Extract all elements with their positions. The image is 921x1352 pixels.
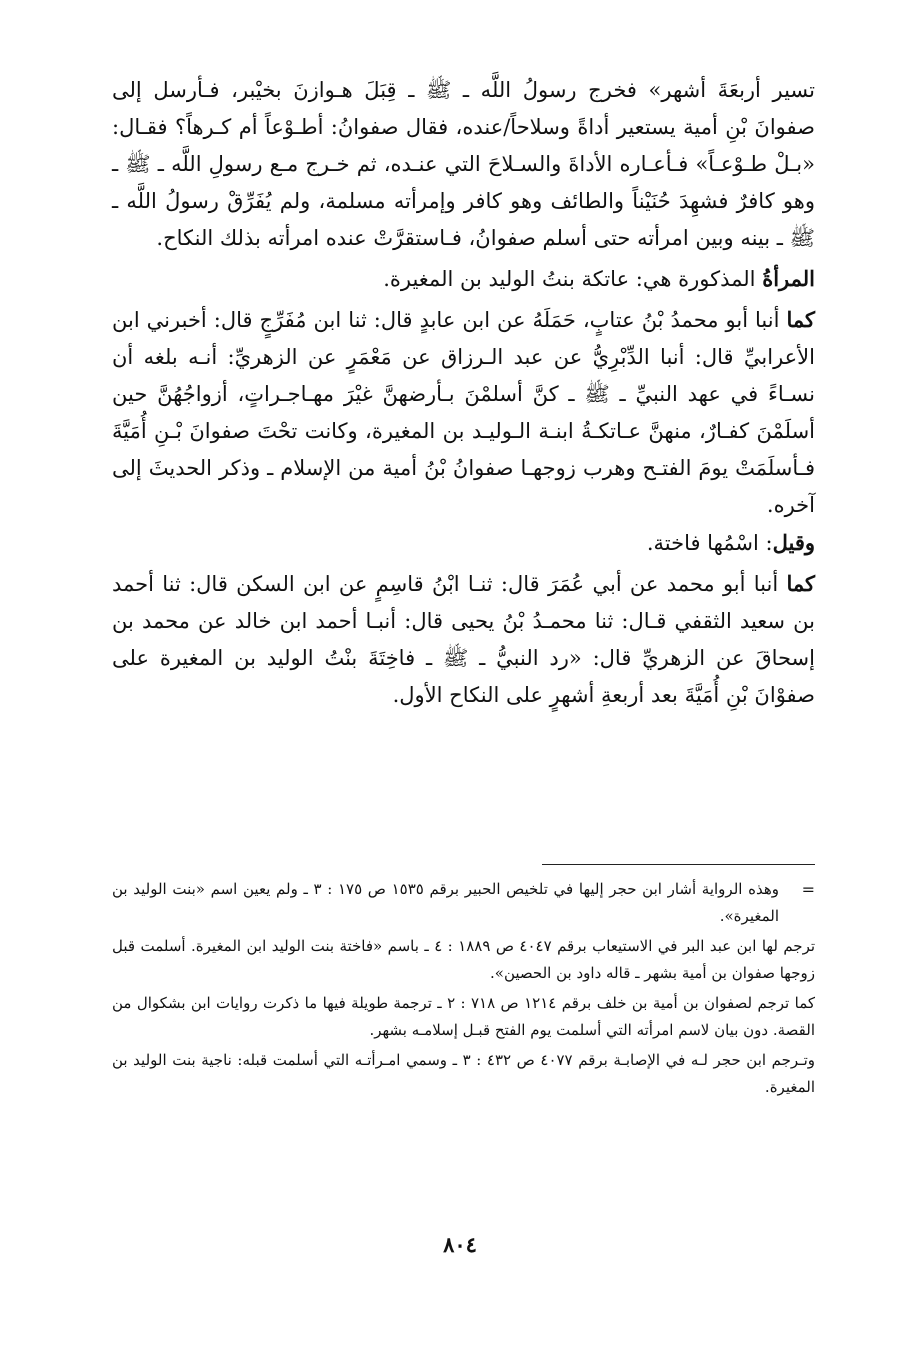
paragraph-text: أنبا أبو محمد عن أبي عُمَرَ قال: ثنـا ابْنُ قاسِمٍ عن ابن السكن قال: ثنا أحمد بن سعيد الثقفي قـال: ثنا محمـدُ بْنُ يحيى قال: أنبـا أحمد ابن خالد عن محمد بن إسحاقَ عن الزهريِّ قال: «رد النبيُّ ـ ﷺ ـ فاخِتَةَ بنْتُ الوليد بن المغيرة على صفوْانَ بْنِ أُمَيَّةَ بعد أربعةِ أشهرٍ على النكاح الأول. bbox=[112, 572, 815, 707]
paragraph-lead-word: كما bbox=[786, 571, 815, 596]
paragraph-text: : اسْمُها فاختة. bbox=[646, 531, 773, 555]
page-number: ٨٠٤ bbox=[443, 1232, 477, 1257]
paragraph-alternate-name bbox=[112, 524, 815, 562]
paragraph-atika-narration bbox=[112, 301, 815, 524]
paragraph-text: المذكورة هي: عاتكة بنتُ الوليد بن المغيرة. bbox=[383, 267, 763, 291]
paragraph-lead-word: المرأةُ bbox=[762, 266, 815, 291]
footnote-isaba: وتـرجم ابن حجر لـه في الإصابـة برقم ٤٠٧٧ ص ٤٣٢ : ٣ ـ وسمي امـرأتـه التي أسلمت قبله: ناجية بنت الوليد بن المغيرة. bbox=[112, 1051, 815, 1096]
paragraph-woman-identity bbox=[112, 260, 815, 298]
footnote-safwan-bio: كما ترجم لصفوان بن أمية بن خلف برقم ١٢١٤ ص ٧١٨ : ٢ ـ ترجمة طويلة فيها ما ذكرت روايات ابن بشكوال من القصة. دون بيان لاسم امرأته التي أسلمت يوم الفتح قبـل إسلامـه بشهر. bbox=[112, 994, 816, 1039]
continuation-marker: = bbox=[801, 880, 815, 899]
paragraph-lead-word: وقيل bbox=[772, 530, 815, 555]
footnote-divider bbox=[542, 864, 815, 865]
paragraph-fakhita-narration bbox=[112, 565, 815, 714]
footnotes bbox=[112, 876, 815, 1101]
footnote-istiab: ترجم لها ابن عبد البر في الاستيعاب برقم ٤٠٤٧ ص ١٨٨٩ : ٤ ـ باسم «فاختة بنت الوليد ابن المغيرة. أسلمت قبل زوجها صفوان بن أمية بشهر ـ قاله داود بن الحصين». bbox=[112, 937, 816, 982]
footnote-text: وهذه الرواية أشار ابن حجر إليها في تلخيص الحبير برقم ١٥٣٥ ص ١٧٥ : ٣ ـ ولم يعين اسم «بنت الوليد بن المغيرة». bbox=[112, 880, 779, 925]
paragraph-lead-word: كما bbox=[786, 307, 815, 332]
paragraph-text: أنبا أبو محمدُ بْنُ عتابٍ، حَمَلَهُ عن ابن عابدٍ قال: ثنا ابن مُفَرِّجٍ قال: أخبرني ابن الأعرابيِّ قال: أنبا الدِّبْرِيُّ عن عبد الـرزاق عن مَعْمَرٍ عن الزهريِّ: أنـه بلغه أن نسـاءً في عهد النبيِّ ـ ﷺ ـ كنَّ أسلمْنَ بـأرضهنَّ غيْرَ مهـاجـراتٍ، أزواجُهُنَّ حين أسلَمْنَ كفـارٌ، منهنَّ عـاتكـةُ ابنـة الـوليـد بن المغيرة، وكانت تحْتَ صفوانَ بْـنِ أُمَيَّةَ فـأسلَمَتْ يومَ الفتـح وهرب زوجهـا صفوانُ بْنُ أمية من الإسلام ـ وذكر الحديثَ إلى آخره. bbox=[112, 308, 815, 517]
paragraph-safwan-story: تسير أربعَةَ أشهر» فخرج رسولُ اللَّه ـ ﷺ ـ قِبَلَ هـوازنَ بخيْبر، فـأرسل إلى صفوانَ بْنِ أمية يستعير أداةً وسلاحاً/عنده، فقال صفوانُ: أطـوْعاً أم كـرهاً؟ فقـال: «بـلْ طـوْعـاً» فـأعـاره الأداةَ والسـلاحَ التي عنـده، ثم خـرج مـع رسولِ اللَّه ـ ﷺ ـ وهو كافرٌ فشهِدَ حُنَيْناً والطائف وهو كافر وإمرأته مسلمة، ولم يُفَرِّقْ رسولُ اللَّه ـ ﷺ ـ بينه وبين امرأته حتى أسلم صفوانُ، فـاستقرَّتْ عنده امرأته بذلك النكاح. bbox=[112, 78, 815, 250]
main-text bbox=[112, 72, 815, 714]
footnote-continued bbox=[112, 876, 815, 930]
